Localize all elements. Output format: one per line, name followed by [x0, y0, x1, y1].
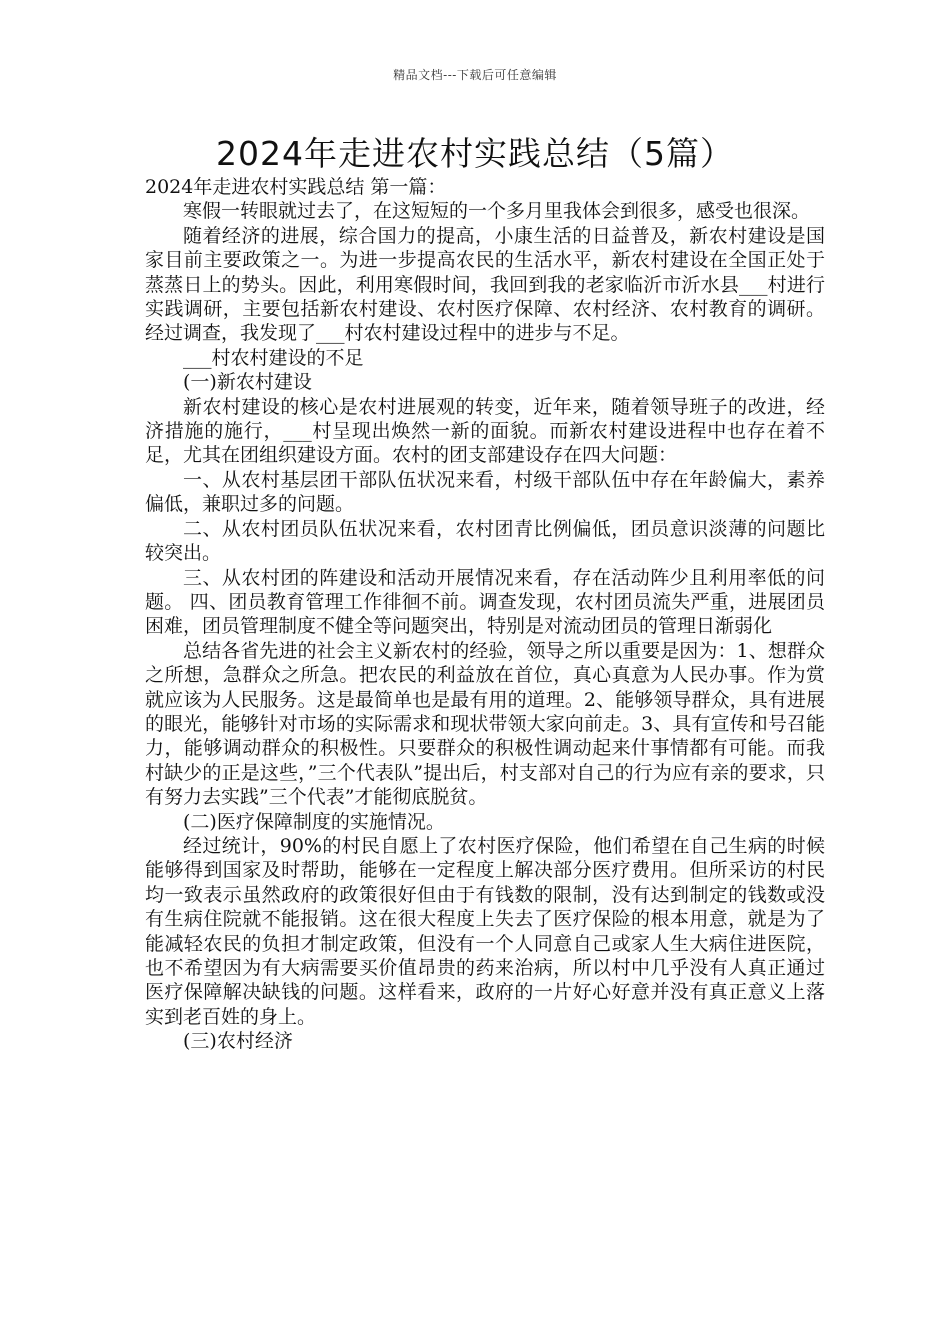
document-title: 2024年走进农村实践总结（5篇） — [216, 134, 734, 173]
paragraph: 总结各省先进的社会主义新农村的经验，领导之所以重要是因为：1、想群众之所想，急群众之所急。把农民的利益放在首位，真心真意为人民办事。作为赏就应该为人民服务。这是最简单也是最有用的道理。2、能够领导群众，具有进展的眼光，能够针对市场的实际需求和现状带领大家向前走。3、具有宣传和号召能力，能够调动群众的积极性。只要群众的积极性调动起来什事情都有可能。而我村缺少的正是这些，”三个代表队”提出后，村支部对自己的行为应有亲的要求，只有努力去实践”三个代表”才能彻底脱贫。 — [145, 639, 825, 809]
paragraph: 新农村建设的核心是农村进展观的转变，近年来，随着领导班子的改进，经济措施的施行，___村呈现出焕然一新的面貌。而新农村建设进程中也存在着不足，尤其在团组织建设方面。农村的团支部建设存在四大问题： — [145, 395, 825, 467]
paragraph: 随着经济的进展，综合国力的提高，小康生活的日益普及，新农村建设是国家目前主要政策之一。为进一步提高农民的生活水平，新农村建设在全国正处于蒸蒸日上的势头。因此，利用寒假时间，我回到我的老家临沂市沂水县___村进行实践调研，主要包括新农村建设、农村医疗保障、农村经济、农村教育的调研。经过调查，我发现了___村农村建设过程中的进步与不足。 — [145, 224, 825, 345]
paragraph-subheading: (三)农村经济 — [183, 1030, 293, 1053]
paragraph: 经过统计，90%的村民自愿上了农村医疗保险，他们希望在自己生病的时候能够得到国家及时帮助，能够在一定程度上解决部分医疗费用。但所采访的村民均一致表示虽然政府的政策很好但由于有钱数的限制，没有达到制定的钱数或没有生病住院就不能报销。这在很大程度上失去了医疗保险的根本用意，就是为了能减轻农民的负担才制定政策，但没有一个人同意自己或家人生大病住进医院，也不希望因为有大病需要买价值昂贵的药来治病，所以村中几乎没有人真正通过医疗保障解决缺钱的问题。这样看来，政府的一片好心好意并没有真正意义上落实到老百姓的身上。 — [145, 834, 825, 1028]
paragraph: 一、从农村基层团干部队伍状况来看，村级干部队伍中存在年龄偏大，素养偏低，兼职过多的问题。 — [145, 468, 825, 516]
paragraph: 三、从农村团的阵建设和活动开展情况来看，存在活动阵少且利用率低的问题。 四、团员教育管理工作徘徊不前。调查发现，农村团员流失严重，进展团员困难，团员管理制度不健全等问题突出，特别是对流动团员的管理日渐弱化 — [145, 566, 825, 638]
paragraph-section-heading: 2024年走进农村实践总结 第一篇： — [145, 176, 447, 198]
paragraph-subheading: ___村农村建设的不足 — [183, 346, 364, 369]
page-header: 精品文档---下载后可任意编辑 — [393, 68, 557, 82]
paragraph: 二、从农村团员队伍状况来看，农村团青比例偏低，团员意识淡薄的问题比较突出。 — [145, 517, 825, 565]
document-body — [145, 175, 825, 1054]
paragraph-subheading: (二)医疗保障制度的实施情况。 — [183, 810, 445, 833]
paragraph: 寒假一转眼就过去了，在这短短的一个多月里我体会到很多，感受也很深。 — [183, 200, 811, 223]
paragraph-subheading: (一)新农村建设 — [183, 371, 312, 394]
